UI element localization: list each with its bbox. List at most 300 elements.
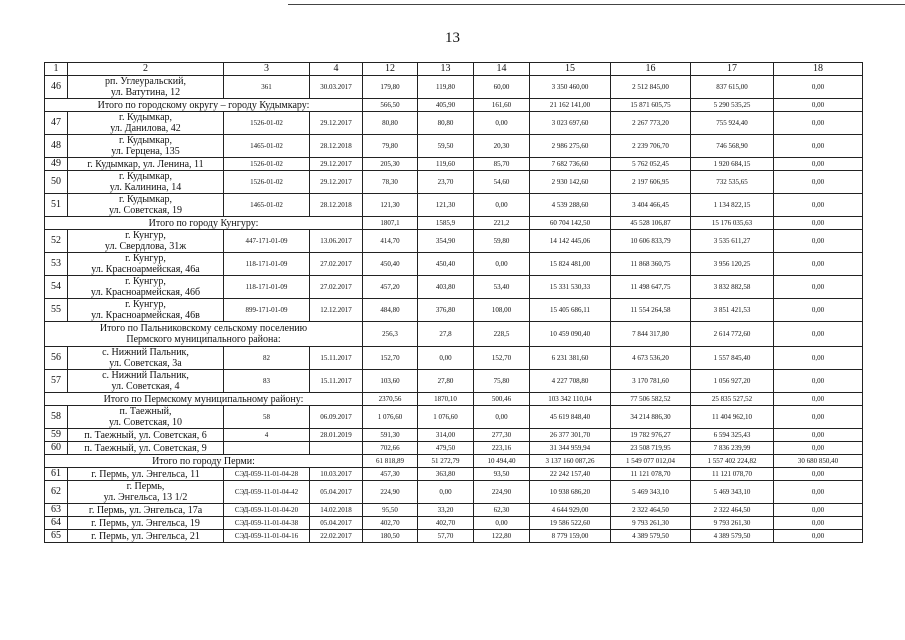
value-cell-12: 457,20 [363,276,418,299]
value-cell-12: 121,30 [363,194,418,217]
date-cell: 29.12.2017 [310,158,363,171]
value-cell-13: 403,80 [418,276,474,299]
value-cell-12: 256,3 [363,322,418,347]
value-cell-18: 30 680 850,40 [774,455,863,468]
address-line: г. Кудымкар, [118,135,173,146]
value-cell-16: 2 267 773,20 [611,112,691,135]
address-cell [68,171,224,194]
value-cell-12: 224,90 [363,481,418,504]
value-cell-14: 122,80 [474,530,530,543]
row-number: 61 [45,468,68,481]
row-number: 65 [45,530,68,543]
document-number-cell: 899-171-01-09 [224,299,310,322]
address-line: г. Пермь, [126,481,165,492]
value-cell-17: 1 557 845,40 [691,347,774,370]
document-number-cell: СЭД-059-11-01-04-16 [224,530,310,543]
address-line: с. Нижний Пальник, [102,370,189,381]
value-cell-17: 3 832 882,58 [691,276,774,299]
address-cell [68,299,224,322]
value-cell-13: 354,90 [418,230,474,253]
table-row [45,347,863,370]
total-label [45,217,363,230]
page-number: 13 [445,30,460,46]
value-cell-15: 4 539 288,60 [530,194,611,217]
address-line: ул. Данилова, 42 [110,123,181,134]
document-number-cell: 83 [224,370,310,393]
row-number: 48 [45,135,68,158]
row-number: 53 [45,253,68,276]
value-cell-16: 23 508 719,95 [611,442,691,455]
address-cell [68,253,224,276]
total-row [45,322,863,347]
address-line: г. Кунгур, [125,276,166,287]
value-cell-18: 0,00 [774,253,863,276]
value-cell-16: 11 498 647,75 [611,276,691,299]
address-cell [68,370,224,393]
total-label [45,322,363,347]
address-line: ул. Советская, 19 [109,205,182,216]
header-row [45,63,863,76]
value-cell-12: 450,40 [363,253,418,276]
address-line: ул. Красноармейская, 46в [91,310,200,321]
address-cell [68,429,224,442]
value-cell-15: 22 242 157,40 [530,468,611,481]
document-number-cell: 447-171-01-09 [224,230,310,253]
value-cell-15: 103 342 110,04 [530,393,611,406]
value-cell-16: 15 871 605,75 [611,99,691,112]
table-row [45,481,863,504]
address-cell [68,530,224,543]
address-line: г. Кудымкар, [118,194,173,205]
date-cell: 13.06.2017 [310,230,363,253]
total-label-line: Итого по Пальниковскому сельскому поселению [99,323,308,334]
value-cell-15: 6 231 381,60 [530,347,611,370]
value-cell-15: 10 938 686,20 [530,481,611,504]
header-cell: 18 [774,63,863,76]
header-cell: 15 [530,63,611,76]
value-cell-13: 33,20 [418,504,474,517]
value-cell-18: 0,00 [774,504,863,517]
value-cell-14: 0,00 [474,517,530,530]
document-number-cell: СЭД-059-11-01-04-20 [224,504,310,517]
value-cell-13: 1870,10 [418,393,474,406]
value-cell-14: 0,00 [474,194,530,217]
value-cell-14: 62,30 [474,504,530,517]
value-cell-17: 837 615,00 [691,76,774,99]
total-label [45,99,363,112]
address-line: ул. Калинина, 14 [109,182,182,193]
address-cell [68,158,224,171]
date-cell: 28.01.2019 [310,429,363,442]
value-cell-17: 1 056 927,20 [691,370,774,393]
value-cell-12: 61 818,89 [363,455,418,468]
value-cell-18: 0,00 [774,322,863,347]
table-body [45,76,863,543]
document-number-cell [224,442,310,455]
value-cell-16: 5 762 052,45 [611,158,691,171]
value-cell-18: 0,00 [774,99,863,112]
address-line: г. Пермь, ул. Энгельса, 17а [88,504,203,516]
value-cell-17: 6 594 325,43 [691,429,774,442]
address-line: п. Таежный, ул. Советская, 9 [84,442,207,454]
address-cell [68,347,224,370]
value-cell-12: 1 076,60 [363,406,418,429]
value-cell-17: 4 389 579,50 [691,530,774,543]
date-cell: 15.11.2017 [310,347,363,370]
value-cell-18: 0,00 [774,393,863,406]
table-row [45,194,863,217]
address-line: рп. Углеуральский, [105,76,186,87]
address-line: г. Пермь, ул. Энгельса, 11 [91,468,200,480]
date-cell: 30.03.2017 [310,76,363,99]
date-cell: 27.02.2017 [310,276,363,299]
total-label [45,455,363,468]
document-number-cell: 4 [224,429,310,442]
value-cell-12: 79,80 [363,135,418,158]
address-line: ул. Красноармейская, 46б [90,287,201,298]
value-cell-16: 1 549 077 012,04 [611,455,691,468]
date-cell: 12.12.2017 [310,299,363,322]
total-label-line: Итого по городскому округу – городу Кудымкару: [97,99,310,111]
address-cell [68,276,224,299]
document-number-cell: 118-171-01-09 [224,276,310,299]
value-cell-16: 11 121 078,70 [611,468,691,481]
value-cell-18: 0,00 [774,442,863,455]
value-cell-13: 23,70 [418,171,474,194]
document-number-cell: 1526-01-02 [224,171,310,194]
value-cell-16: 4 389 579,50 [611,530,691,543]
value-cell-12: 566,50 [363,99,418,112]
address-line: г. Кудымкар, ул. Ленина, 11 [87,158,204,170]
value-cell-13: 57,70 [418,530,474,543]
value-cell-17: 746 568,90 [691,135,774,158]
value-cell-13: 121,30 [418,194,474,217]
value-cell-12: 591,30 [363,429,418,442]
header-cell: 17 [691,63,774,76]
address-line: г. Пермь, ул. Энгельса, 21 [91,530,200,542]
document-number-cell: 1465-01-02 [224,135,310,158]
value-cell-14: 108,00 [474,299,530,322]
address-line: ул. Советская, 10 [109,417,182,428]
value-cell-17: 11 404 962,10 [691,406,774,429]
row-number: 47 [45,112,68,135]
value-cell-13: 27,80 [418,370,474,393]
value-cell-18: 0,00 [774,530,863,543]
value-cell-14: 75,80 [474,370,530,393]
value-cell-18: 0,00 [774,217,863,230]
data-table [44,62,863,543]
value-cell-12: 1807,1 [363,217,418,230]
value-cell-13: 119,60 [418,158,474,171]
table-row [45,370,863,393]
value-cell-16: 2 197 606,95 [611,171,691,194]
value-cell-15: 4 644 929,00 [530,504,611,517]
value-cell-15: 8 779 159,00 [530,530,611,543]
table-row [45,299,863,322]
value-cell-14: 59,80 [474,230,530,253]
value-cell-15: 7 682 736,60 [530,158,611,171]
value-cell-17: 1 134 822,15 [691,194,774,217]
document-number-cell: 1526-01-02 [224,158,310,171]
value-cell-14: 228,5 [474,322,530,347]
address-cell [68,112,224,135]
row-number: 62 [45,481,68,504]
document-number-cell: 1465-01-02 [224,194,310,217]
value-cell-17: 9 793 261,30 [691,517,774,530]
value-cell-12: 80,80 [363,112,418,135]
value-cell-15: 45 619 848,40 [530,406,611,429]
value-cell-15: 15 405 686,11 [530,299,611,322]
value-cell-15: 3 350 460,00 [530,76,611,99]
date-cell: 14.02.2018 [310,504,363,517]
value-cell-17: 7 836 239,99 [691,442,774,455]
document-number-cell: 361 [224,76,310,99]
value-cell-16: 9 793 261,30 [611,517,691,530]
value-cell-16: 45 528 106,87 [611,217,691,230]
value-cell-15: 3 023 697,60 [530,112,611,135]
value-cell-12: 702,66 [363,442,418,455]
table-row [45,230,863,253]
value-cell-18: 0,00 [774,481,863,504]
date-cell: 10.03.2017 [310,468,363,481]
address-line: ул. Ватутина, 12 [110,87,181,98]
value-cell-18: 0,00 [774,158,863,171]
header-cell: 14 [474,63,530,76]
address-line: п. Таежный, ул. Советская, 6 [84,429,207,441]
value-cell-18: 0,00 [774,347,863,370]
value-cell-17: 755 924,40 [691,112,774,135]
value-cell-18: 0,00 [774,194,863,217]
value-cell-15: 60 704 142,50 [530,217,611,230]
total-row [45,217,863,230]
address-cell [68,135,224,158]
value-cell-12: 414,70 [363,230,418,253]
value-cell-18: 0,00 [774,406,863,429]
value-cell-15: 2 986 275,60 [530,135,611,158]
value-cell-16: 2 239 706,70 [611,135,691,158]
value-cell-15: 10 459 090,40 [530,322,611,347]
header-cell: 13 [418,63,474,76]
value-cell-14: 53,40 [474,276,530,299]
value-cell-13: 80,80 [418,112,474,135]
value-cell-17: 15 176 035,63 [691,217,774,230]
top-rule [288,4,905,5]
value-cell-13: 376,80 [418,299,474,322]
value-cell-16: 2 322 464,50 [611,504,691,517]
date-cell: 15.11.2017 [310,370,363,393]
row-number: 60 [45,442,68,455]
value-cell-16: 5 469 343,10 [611,481,691,504]
header-cell: 2 [68,63,224,76]
date-cell: 05.04.2017 [310,517,363,530]
value-cell-13: 314,00 [418,429,474,442]
value-cell-14: 93,50 [474,468,530,481]
total-label-line: Итого по Пермскому муниципальному району: [103,393,304,405]
value-cell-17: 5 290 535,25 [691,99,774,112]
value-cell-16: 4 673 536,20 [611,347,691,370]
value-cell-14: 54,60 [474,171,530,194]
value-cell-14: 277,30 [474,429,530,442]
value-cell-15: 14 142 445,06 [530,230,611,253]
value-cell-14: 152,70 [474,347,530,370]
value-cell-17: 1 920 684,15 [691,158,774,171]
address-line: ул. Свердлова, 31ж [104,241,187,252]
header-cell: 16 [611,63,691,76]
value-cell-16: 7 844 317,80 [611,322,691,347]
value-cell-14: 20,30 [474,135,530,158]
row-number: 59 [45,429,68,442]
address-line: ул. Красноармейская, 46а [91,264,200,275]
value-cell-13: 27,8 [418,322,474,347]
value-cell-12: 205,30 [363,158,418,171]
address-line: ул. Энгельса, 13 1/2 [103,492,188,503]
row-number: 46 [45,76,68,99]
value-cell-15: 21 162 141,00 [530,99,611,112]
value-cell-17: 11 121 078,70 [691,468,774,481]
value-cell-17: 2 322 464,50 [691,504,774,517]
value-cell-17: 3 535 611,27 [691,230,774,253]
value-cell-16: 11 554 264,58 [611,299,691,322]
value-cell-13: 0,00 [418,347,474,370]
value-cell-15: 31 344 959,94 [530,442,611,455]
document-number-cell: 1526-01-02 [224,112,310,135]
value-cell-15: 15 331 530,33 [530,276,611,299]
date-cell [310,442,363,455]
value-cell-17: 5 469 343,10 [691,481,774,504]
table-row [45,530,863,543]
address-cell [68,442,224,455]
total-row [45,393,863,406]
address-line: г. Кудымкар, [118,171,173,182]
value-cell-16: 11 868 360,75 [611,253,691,276]
value-cell-14: 0,00 [474,112,530,135]
document-number-cell: 58 [224,406,310,429]
value-cell-15: 4 227 708,80 [530,370,611,393]
table-row [45,76,863,99]
total-row [45,99,863,112]
value-cell-14: 161,60 [474,99,530,112]
value-cell-14: 221,2 [474,217,530,230]
header-cell: 1 [45,63,68,76]
value-cell-13: 1 076,60 [418,406,474,429]
row-number: 54 [45,276,68,299]
value-cell-16: 3 170 781,60 [611,370,691,393]
value-cell-16: 10 606 833,79 [611,230,691,253]
value-cell-13: 51 272,79 [418,455,474,468]
address-line: г. Кунгур, [125,299,166,310]
value-cell-15: 15 824 481,00 [530,253,611,276]
value-cell-14: 500,46 [474,393,530,406]
value-cell-16: 77 506 582,52 [611,393,691,406]
value-cell-14: 85,70 [474,158,530,171]
value-cell-18: 0,00 [774,468,863,481]
value-cell-14: 60,00 [474,76,530,99]
header-cell: 12 [363,63,418,76]
address-cell [68,406,224,429]
table-row [45,468,863,481]
value-cell-17: 1 557 402 224,82 [691,455,774,468]
date-cell: 05.04.2017 [310,481,363,504]
value-cell-13: 1585,9 [418,217,474,230]
value-cell-13: 405,90 [418,99,474,112]
table-row [45,517,863,530]
value-cell-18: 0,00 [774,112,863,135]
value-cell-14: 224,90 [474,481,530,504]
row-number: 58 [45,406,68,429]
table-row [45,442,863,455]
value-cell-18: 0,00 [774,429,863,442]
total-label [45,393,363,406]
total-row [45,455,863,468]
value-cell-16: 34 214 886,30 [611,406,691,429]
address-cell [68,504,224,517]
row-number: 57 [45,370,68,393]
total-label-line: Пермского муниципального района: [126,334,281,345]
value-cell-12: 484,80 [363,299,418,322]
value-cell-15: 26 377 301,70 [530,429,611,442]
table-row [45,112,863,135]
table-row [45,406,863,429]
row-number: 49 [45,158,68,171]
date-cell: 28.12.2018 [310,135,363,158]
address-cell [68,468,224,481]
value-cell-12: 2370,56 [363,393,418,406]
value-cell-17: 3 956 120,25 [691,253,774,276]
table-row [45,171,863,194]
address-cell [68,517,224,530]
value-cell-14: 10 494,40 [474,455,530,468]
table-row [45,158,863,171]
address-line: п. Таежный, [119,406,172,417]
value-cell-17: 2 614 772,60 [691,322,774,347]
table-row [45,504,863,517]
document-number-cell: СЭД-059-11-01-04-38 [224,517,310,530]
value-cell-18: 0,00 [774,370,863,393]
value-cell-13: 450,40 [418,253,474,276]
value-cell-15: 3 137 160 087,26 [530,455,611,468]
document-number-cell: СЭД-059-11-01-04-42 [224,481,310,504]
table-row [45,429,863,442]
row-number: 64 [45,517,68,530]
value-cell-13: 479,50 [418,442,474,455]
value-cell-13: 402,70 [418,517,474,530]
document-number-cell: 82 [224,347,310,370]
date-cell: 29.12.2017 [310,171,363,194]
address-cell [68,194,224,217]
value-cell-18: 0,00 [774,276,863,299]
value-cell-16: 2 512 845,00 [611,76,691,99]
address-line: г. Кунгур, [125,230,166,241]
value-cell-18: 0,00 [774,299,863,322]
address-line: г. Кунгур, [125,253,166,264]
header-cell: 4 [310,63,363,76]
value-cell-14: 0,00 [474,406,530,429]
value-cell-12: 95,50 [363,504,418,517]
value-cell-18: 0,00 [774,76,863,99]
value-cell-16: 3 404 466,45 [611,194,691,217]
address-cell [68,76,224,99]
value-cell-17: 25 835 527,52 [691,393,774,406]
address-cell [68,230,224,253]
value-cell-13: 363,80 [418,468,474,481]
value-cell-17: 732 535,65 [691,171,774,194]
document-number-cell: 118-171-01-09 [224,253,310,276]
value-cell-13: 119,80 [418,76,474,99]
date-cell: 28.12.2018 [310,194,363,217]
value-cell-16: 19 782 976,27 [611,429,691,442]
value-cell-12: 78,30 [363,171,418,194]
value-cell-12: 180,50 [363,530,418,543]
